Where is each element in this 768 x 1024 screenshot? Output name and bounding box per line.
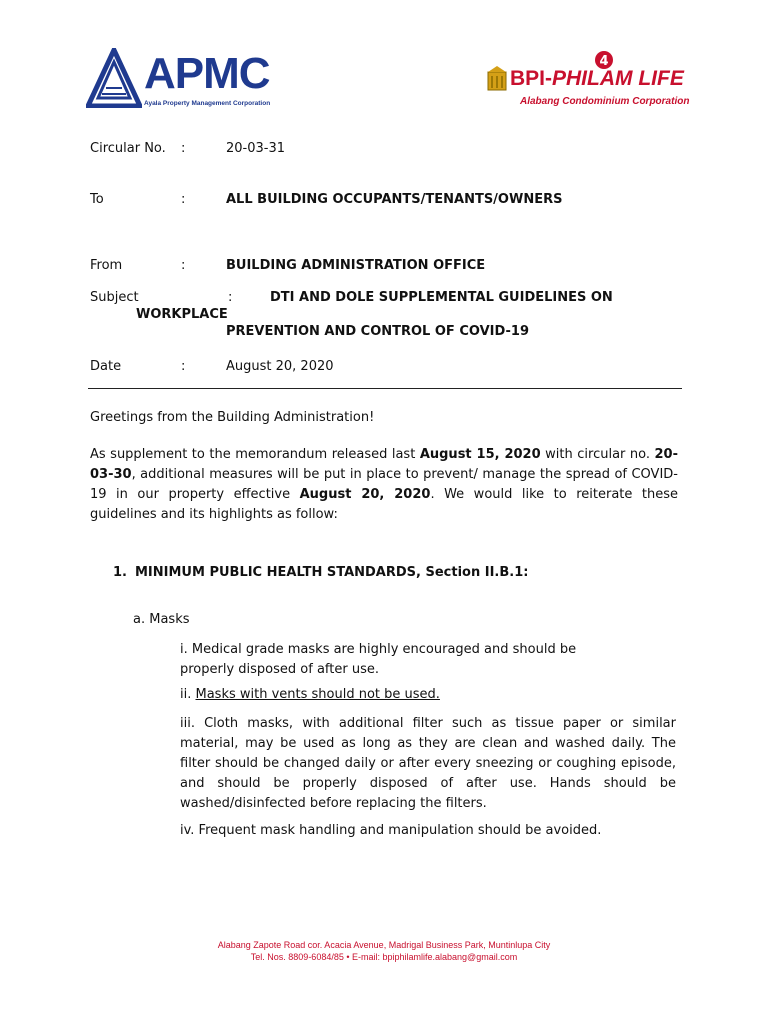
item-ii-prefix: ii. [180, 687, 196, 702]
bpi-philam-logo [484, 48, 704, 116]
circular-colon: : [181, 141, 186, 156]
apmc-logo [86, 48, 271, 116]
date-colon: : [181, 359, 186, 374]
apmc-subtitle: Ayala Property Management Corporation [144, 100, 271, 107]
bpi-name-left: BPI- [510, 67, 552, 90]
intro-date-1: August 15, 2020 [419, 447, 541, 462]
intro-text-4: . We would like to reiterate these guidelines and its highlights as follow: [90, 487, 679, 522]
subsection-a-title: Masks [149, 612, 190, 627]
to-value: ALL BUILDING OCCUPANTS/TENANTS/OWNERS [226, 192, 563, 207]
from-label: From [90, 258, 123, 273]
intro-text-1: As supplement to the memorandum released last [90, 447, 420, 462]
bpi-crest-icon [486, 66, 508, 92]
bpi-name-right: PHILAM LIFE [552, 67, 684, 90]
section-1-number: 1. [113, 565, 127, 580]
section-1-title: MINIMUM PUBLIC HEALTH STANDARDS, Section II.B.1: [135, 565, 529, 580]
bpi-subtitle: Alabang Condominium Corporation [520, 96, 690, 107]
item-iv: iv. Frequent mask handling and manipulation should be avoided. [180, 823, 602, 838]
subsection-a [133, 612, 190, 627]
item-ii-text: Masks with vents should not be used. [195, 687, 440, 702]
subject-label: Subject [90, 290, 139, 305]
greeting: Greetings from the Building Administration! [90, 410, 375, 425]
bpi-name [510, 66, 684, 92]
footer-address: Alabang Zapote Road cor. Acacia Avenue, Madrigal Business Park, Muntinlupa City [217, 940, 551, 950]
intro-text-3: , additional measures will be put in place to prevent/ manage the spread of COVID-19 in our property effective [90, 467, 678, 502]
apmc-triangle-icon [86, 48, 142, 108]
to-label: To [90, 192, 104, 207]
date-label: Date [90, 359, 122, 374]
item-ii [180, 685, 620, 705]
header-divider [88, 388, 682, 389]
circular-label: Circular No. [90, 141, 166, 156]
item-i: i. Medical grade masks are highly encouraged and should be properly disposed of after use. [180, 642, 577, 677]
from-colon: : [181, 258, 186, 273]
subject-line1: DTI AND DOLE SUPPLEMENTAL GUIDELINES ON [270, 290, 613, 305]
item-iii: iii. Cloth masks, with additional filter such as tissue paper or similar material, may be used as long as they are clean and washed daily. The filter should be changed daily or after every sneezing or coughing episode, and should be properly disposed of after use. Hands should be washed/disinfected before replacing the filters. [180, 716, 676, 811]
intro-circular: 20-03-30 [90, 447, 678, 482]
from-value: BUILDING ADMINISTRATION OFFICE [226, 258, 486, 273]
svg-text:4: 4 [599, 54, 609, 69]
subject-line2: PREVENTION AND CONTROL OF COVID-19 [226, 324, 529, 339]
footer-contact: Tel. Nos. 8809-6084/85 • E-mail: bpiphilamlife.alabang@gmail.com [250, 952, 518, 962]
subject-colon: : [228, 290, 233, 305]
subject-wrap: WORKPLACE [136, 307, 228, 322]
to-colon: : [181, 192, 186, 207]
intro-paragraph [90, 445, 678, 525]
intro-date-2: August 20, 2020 [299, 487, 431, 502]
date-value: August 20, 2020 [226, 359, 334, 374]
apmc-name: APMC [144, 49, 270, 98]
intro-text-2: with circular no. [540, 447, 655, 462]
circular-value: 20-03-31 [226, 141, 286, 156]
subsection-a-letter: a. [133, 612, 146, 627]
